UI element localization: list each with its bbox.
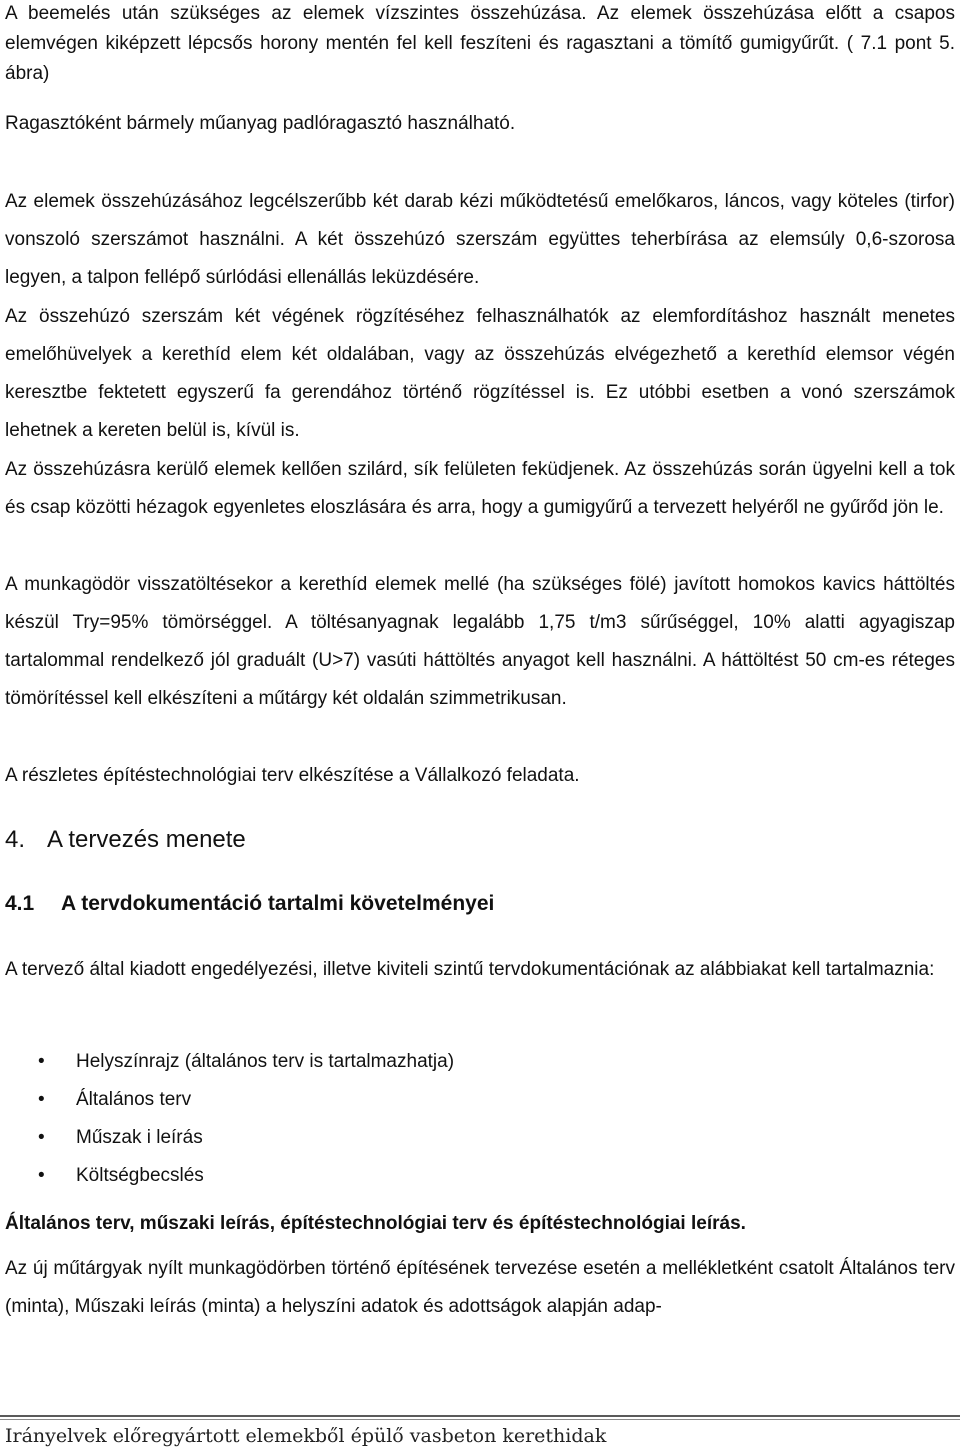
bullet-icon: • [38, 1127, 45, 1148]
section-heading [5, 826, 246, 854]
paragraph-adhesive: Ragasztóként bármely műanyag padlóragasztó használható. [5, 113, 516, 134]
bullet-icon: • [38, 1165, 45, 1186]
paragraph-contractor: A részletes építéstechnológiai terv elkészítése a Vállalkozó feladata. [5, 765, 580, 786]
list-item-label: Helyszínrajz (általános terv is tartalmazhatja) [76, 1051, 455, 1072]
footer-divider-thin [0, 1419, 960, 1420]
paragraph-backfill: A munkagödör visszatöltésekor a kerethíd elemek mellé (ha szükséges fölé) javított homokos kavics háttöltés készül Try=95% tömörséggel. A töltésanyagnak legalább 1,75 t/m3 sűrűséggel, 10% alatti agyagiszap tartalommal rendelkező jól graduált (U>7) vasúti háttöltés anyagot kell használni. A háttöltést 50 cm-es réteges tömörítéssel kell elkészíteni a műtárgy két oldalán szimmetrikusan. [5, 574, 955, 709]
section-number: 4. [5, 826, 26, 853]
section-title: A tervezés menete [47, 826, 246, 853]
paragraph-gasket: A beemelés után szükséges az elemek vízszintes összehúzása. Az elemek összehúzása előtt a csapos elemvégen kiképzett lépcsős horony mentén fel kell feszíteni és ragasztani a tömítő gumigyűrűt. ( 7.1 pont 5. ábra) [5, 3, 955, 84]
subsection-title: A tervdokumentáció tartalmi követelményei [61, 892, 495, 915]
subsection-number: 4.1 [5, 892, 35, 915]
bullet-icon: • [38, 1089, 45, 1110]
subsection-heading [5, 892, 494, 916]
paragraph-new-structures: Az új műtárgyak nyílt munkagödörben történő építésének tervezése esetén a mellékletként csatolt Általános terv (minta), Műszaki leírás (minta) a helyszíni adatok és adottságok alapján adap- [5, 1258, 955, 1317]
paragraph-fixing: Az összehúzó szerszám két végének rögzítéséhez felhasználhatók az elemfordításhoz használt menetes emelőhüvelyek a kerethíd elem két oldalában, vagy az összehúzás elvégezhető a kerethíd elemsor végén keresztbe fektetett egyszerű fa gerendához történő rögzítéssel is. Ez utóbbi esetben a vonó szerszámok lehetnek a kereten belül is, kívül is. [5, 306, 955, 441]
footer-title: Irányelvek előregyártott elemekből épülő vasbeton kerethidak [5, 1425, 607, 1447]
paragraph-surface: Az összehúzásra kerülő elemek kellően szilárd, sík felületen feküdjenek. Az összehúzás során ügyelni kell a tok és csap közötti hézagok egyenletes eloszlására és arra, hogy a gumigyűrű a tervezett helyéről ne gyűrőd jön le. [5, 459, 955, 518]
bold-summary-line: Általános terv, műszaki leírás, építéstechnológiai terv és építéstechnológiai leírás. [5, 1213, 746, 1234]
list-item-label: Általános terv [76, 1089, 192, 1110]
paragraph-intro: A tervező által kiadott engedélyezési, illetve kiviteli szintű tervdokumentációnak az alábbiakat kell tartalmaznia: [5, 959, 935, 980]
list-item-label: Műszak i leírás [76, 1127, 203, 1148]
paragraph-tools: Az elemek összehúzásához legcélszerűbb két darab kézi működtetésű emelőkaros, láncos, vagy köteles (tirfor) vonszoló szerszámot használni. A két összehúzó szerszám együttes teherbírása az elemsúly 0,6-szorosa legyen, a talpon fellépő súrlódási ellenállás leküzdésére. [5, 191, 955, 288]
footer-divider [0, 1415, 960, 1417]
bullet-icon: • [38, 1051, 45, 1072]
list-item-label: Költségbecslés [76, 1165, 204, 1186]
